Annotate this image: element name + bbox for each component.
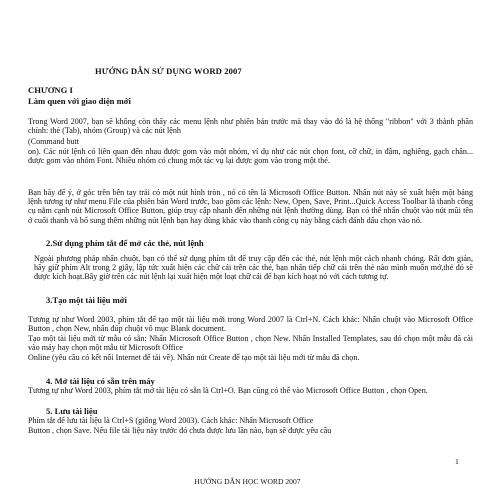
paragraph-intro-break: (Command butt <box>28 137 80 146</box>
page-number: 1 <box>455 457 459 466</box>
paragraph-new-doc: Tương tự như Word 2003, phím tắt để tạo một tài liệu mới trong Word 2007 là Ctrl+N. Cách khác: Nhấn chuột vào Microsoft Office Button , chọn New, nhấn đúp chuột vô mục Blank document. <box>28 315 473 334</box>
section-heading-5: 5. Lưu tài liệu <box>46 406 98 416</box>
paragraph-template: Tạo một tài liệu mới từ mẫu có sẵn: Nhấn Microsoft Office Button , chọn New. Nhấn Installed Templates, sau đó chọn một mẫu đã cài vào máy hay chọn một mẫu từ Microsoft Office <box>28 334 473 353</box>
paragraph-online: Online (yêu cầu có kết nối Internet để tải về). Nhấn nút Create để tạo một tài liệu mới từ mẫu đã chọn. <box>28 353 360 362</box>
section-heading-4: 4. Mở tài liệu có sẵn trên máy <box>46 376 155 386</box>
section-heading-3: 3.Tạo một tài liệu mới <box>46 295 127 305</box>
page-footer: HƯỚNG DẪN HỌC WORD 2007 <box>194 477 301 486</box>
section-heading-2: 2.Sử dụng phím tắt để mở các thẻ, nút lệnh <box>46 238 204 248</box>
paragraph-intro: Trong Word 2007, bạn sẽ không còn thấy các menu lệnh như phiên bản trước mà thay vào đó là hệ thống "ribbon" với 3 thành phần chính: thẻ (Tab), nhóm (Group) và các nút lệnh <box>28 117 473 136</box>
chapter-subtitle: Làm quen với giao diện mới <box>28 96 131 106</box>
paragraph-intro-cont: on). Các nút lệnh có liên quan đến nhau được gom vào một nhóm, ví dụ như các nút chọn font, cỡ chữ, in đậm, nghiêng, gạch chân... được gom vào nhóm Font. Nhiều nhóm có chung một tác vụ lại được gom vào trong một thẻ. <box>28 147 473 166</box>
chapter-heading: CHƯƠNG I <box>28 85 73 95</box>
paragraph-office-button: Bạn hãy để ý, ở góc trên bên tay trái có một nút hình tròn , nó có tên là Microsoft Office Button. Nhấn nút này sẽ xuất hiện một bảng lệnh tương tự như menu File của phiên bản Word trước, bao gồm các lệnh: New, Open, Save, Print...Quick Access Toolbar là thanh công cụ nằm cạnh nút Microsoft Office Button, giúp truy cập nhanh đến những nút lệnh thường dùng. Bạn có thể nhấn chuột vào nút mũi tên ở cuối thanh và bổ sung thêm những nút lệnh bạn hay dùng khác vào thanh công cụ này bằng cách đánh dấu chọn vào nó. <box>28 188 473 225</box>
paragraph-save-cont: Button , chọn Save. Nếu file tài liệu này trước đó chưa được lưu lần nào, bạn sẽ được yêu cầu <box>28 426 332 435</box>
paragraph-save: Phím tắt để lưu tài liệu là Ctrl+S (giống Word 2003). Cách khác: Nhấn Microsoft Office <box>28 416 314 425</box>
document-title: HƯỚNG DẪN SỬ DỤNG WORD 2007 <box>95 66 242 76</box>
paragraph-shortcuts: Ngoài phương pháp nhấn chuột, bạn có thể sử dụng phím tắt để truy cập đến các thẻ, nút lệnh một cách nhanh chóng. Rất đơn giản, hãy giữ phím Alt trong 2 giây, lập tức xuất hiện các chữ cái trên các thẻ, bạn nhấn tiếp chữ cái trên thẻ nào mình muốn mở,thẻ đó sẽ được kích hoạt.Bây giờ trên các nút lệnh lại xuất hiện một loạt chữ cái để bạn kích hoạt nó với cách tương tự. <box>34 254 473 282</box>
paragraph-open: Tương tự như Word 2003, phím tắt mở tài liệu có sẵn là Ctrl+O. Bạn cũng có thể vào Microsoft Office Button , chọn Open. <box>28 386 428 395</box>
